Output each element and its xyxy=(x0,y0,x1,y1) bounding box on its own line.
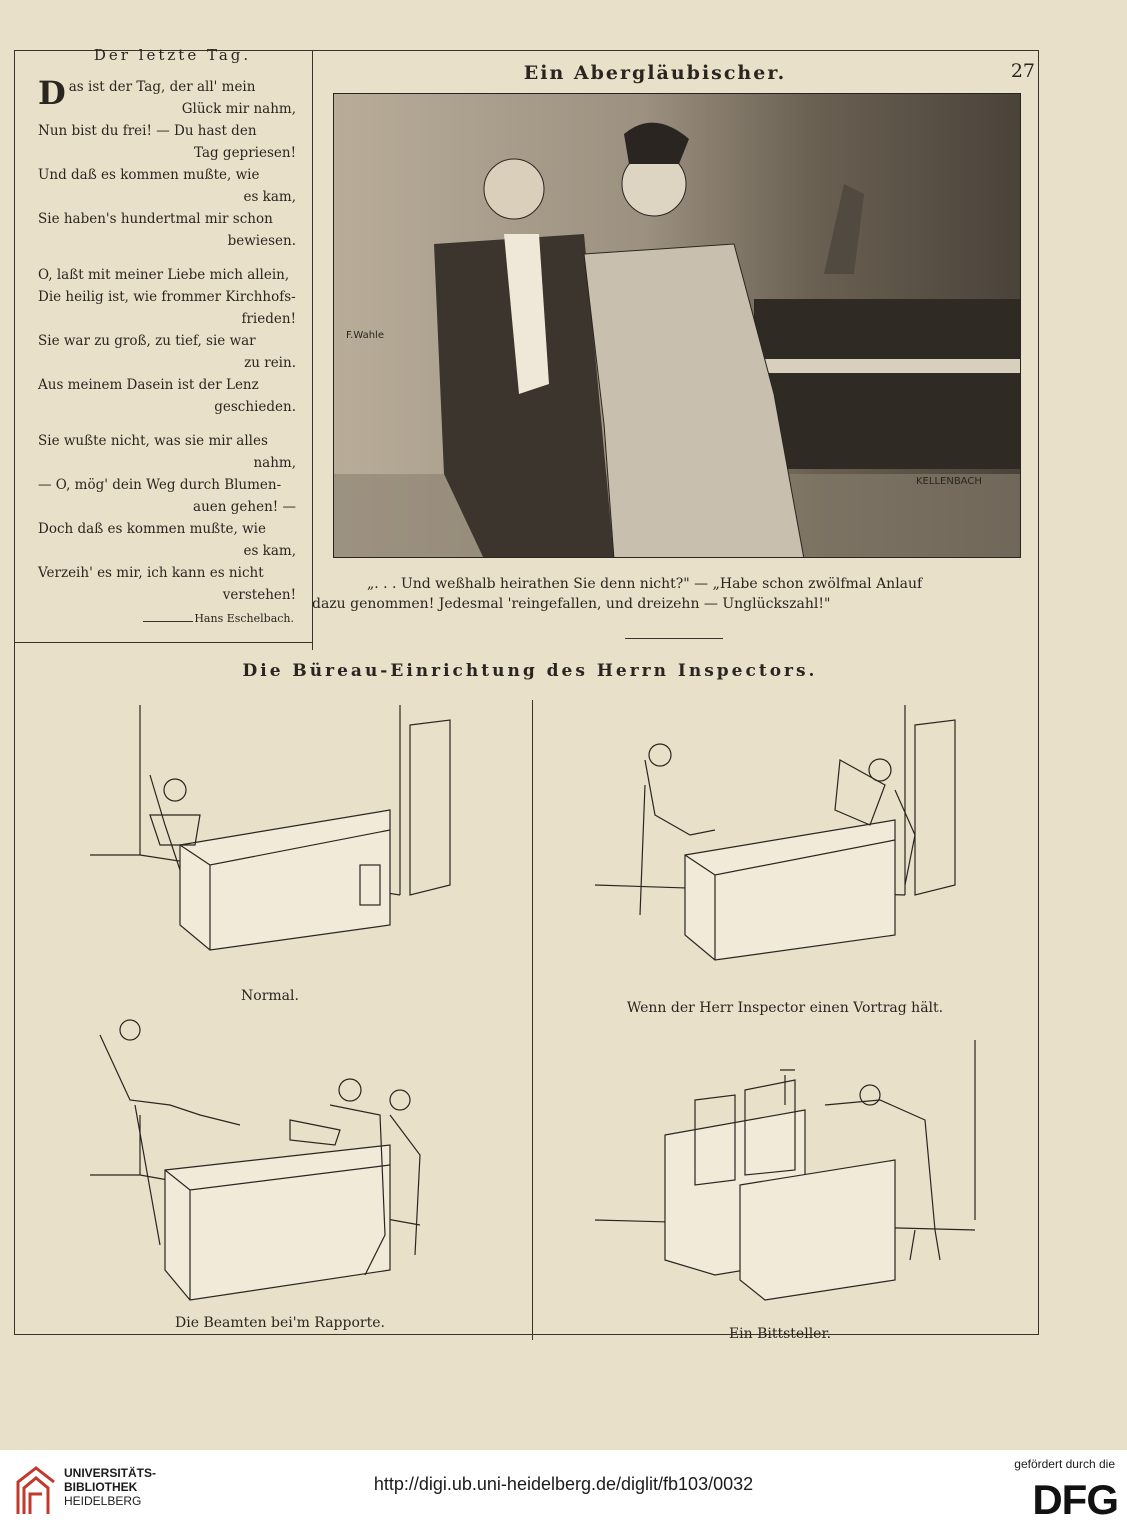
column-divider xyxy=(312,50,313,650)
section-title: Die Büreau-Einrichtung des Herrn Inspectors. xyxy=(242,661,818,681)
panel-vortrag xyxy=(595,695,1025,985)
poem-line: geschieden. xyxy=(214,399,296,415)
piano-keys xyxy=(754,359,1021,373)
library-line: HEIDELBERG xyxy=(64,1494,142,1508)
panel-drawing xyxy=(90,1015,520,1315)
signature-right: KELLENBACH xyxy=(916,476,982,487)
poem-line: Nun bist du frei! — Du hast den xyxy=(38,123,257,139)
poem-line: Verzeih' es mir, ich kann es nicht xyxy=(38,565,264,581)
poem-line: Doch daß es kommen mußte, wie xyxy=(38,521,266,537)
panel-divider xyxy=(532,700,533,1340)
poem-line: Glück mir nahm, xyxy=(181,101,296,117)
page-number: 27 xyxy=(1010,60,1035,82)
library-line: UNIVERSITÄTS- xyxy=(64,1466,157,1480)
couple-engraving xyxy=(334,94,1021,558)
library-line: BIBLIOTHEK xyxy=(64,1480,138,1494)
poem-stanza xyxy=(38,76,296,252)
poem-stanza xyxy=(38,264,296,418)
caption-bittsteller: Ein Bittsteller. xyxy=(728,1326,832,1342)
poem-line: Aus meinem Dasein ist der Lenz xyxy=(38,377,259,393)
page-url-link[interactable]: http://digi.ub.uni-heidelberg.de/diglit/fb103/0032 xyxy=(373,1474,754,1494)
funder-text: gefördert durch die xyxy=(1014,1457,1115,1471)
panel-rapporte xyxy=(90,1015,520,1315)
poem-line: es kam, xyxy=(243,189,296,205)
poem-stanza xyxy=(38,430,296,606)
poem-line: auen gehen! — xyxy=(193,499,296,515)
flower-vase xyxy=(824,184,864,274)
caption-rapporte: Die Beamten bei'm Rapporte. xyxy=(175,1315,385,1331)
poem-line: Sie wußte nicht, was sie mir alles xyxy=(38,433,268,449)
dfg-logo[interactable]: DFG xyxy=(1032,1476,1118,1523)
illustration-caption xyxy=(312,574,1032,614)
poem-body xyxy=(38,76,296,618)
panel-bittsteller xyxy=(595,1020,1025,1310)
panel-drawing xyxy=(595,695,1025,985)
panel-normal xyxy=(90,695,520,985)
man-head xyxy=(484,159,544,219)
poem-line: es kam, xyxy=(243,543,296,559)
poem-title: Der letzte Tag. xyxy=(93,46,252,64)
caption-line: dazu genommen! Jedesmal 'reingefallen, und dreizehn — Unglückszahl!" xyxy=(312,596,831,612)
woman-dress xyxy=(584,244,804,558)
signature-left: F.Wahle xyxy=(346,330,384,341)
main-illustration xyxy=(333,93,1021,558)
poem-line: bewiesen. xyxy=(227,233,296,249)
section-separator xyxy=(625,638,723,639)
piano-shape xyxy=(754,299,1021,469)
poem-line: Sie haben's hundertmal mir schon xyxy=(38,211,273,227)
poem-line: nahm, xyxy=(253,455,296,471)
poem-line: — O, mög' dein Weg durch Blumen- xyxy=(38,477,282,493)
panel-drawing xyxy=(90,695,520,985)
caption-line: „. . . Und weßhalb heirathen Sie denn nicht?" — „Habe schon zwölfmal Anlauf xyxy=(367,576,923,592)
poem-bottom-rule xyxy=(14,642,312,643)
poem-line: verstehen! xyxy=(222,587,296,603)
caption-vortrag: Wenn der Herr Inspector einen Vortrag hält. xyxy=(626,1000,944,1016)
poem-line: Die heilig ist, wie frommer Kirchhofs- xyxy=(38,289,296,305)
caption-normal: Normal. xyxy=(241,988,299,1004)
poem-line: O, laßt mit meiner Liebe mich allein, xyxy=(38,267,290,283)
poem-author: Hans Eschelbach. xyxy=(194,612,294,625)
poem-line: as ist der Tag, der all' mein xyxy=(68,79,256,95)
poem-drop-cap: D xyxy=(38,74,66,112)
poem-line: frieden! xyxy=(241,311,296,327)
poem-line: Sie war zu groß, zu tief, sie war xyxy=(38,333,256,349)
poem-line: Und daß es kommen mußte, wie xyxy=(38,167,260,183)
poem-line: zu rein. xyxy=(244,355,296,371)
poem-line: Tag gepriesen! xyxy=(193,145,296,161)
panel-drawing xyxy=(595,1020,1025,1310)
article-title: Ein Abergläubischer. xyxy=(523,62,787,84)
woman-hair xyxy=(624,123,689,164)
